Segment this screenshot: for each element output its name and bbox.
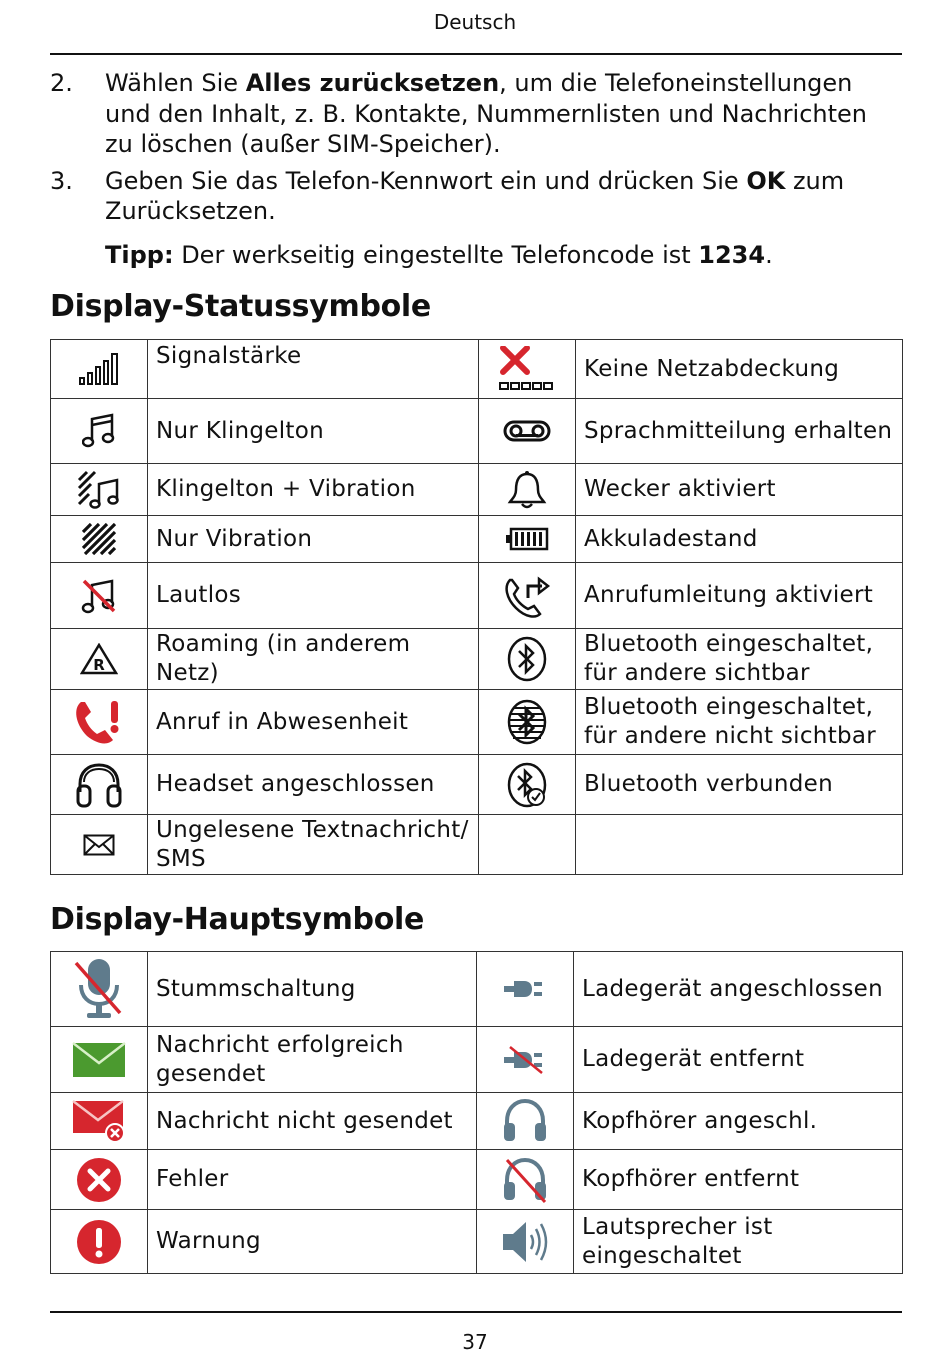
- page-number: 37: [462, 1330, 488, 1354]
- silent-icon: [51, 563, 148, 629]
- table-row: [51, 952, 903, 1027]
- table-row: [51, 629, 903, 690]
- status-label: Keine Netzabdeckung: [576, 340, 903, 399]
- ring-only-icon: [51, 399, 148, 464]
- status-label: Ungelesene Textnachricht/ SMS: [148, 815, 479, 875]
- table-row: [51, 563, 903, 629]
- message-sent-icon: [51, 1027, 148, 1093]
- main-label: Nachricht erfolgreich gesendet: [148, 1027, 477, 1093]
- missed-call-icon: [51, 690, 148, 755]
- table-row: [51, 340, 903, 399]
- status-label: Signalstärke: [148, 340, 479, 399]
- table-row: [51, 755, 903, 815]
- step-2: [50, 68, 902, 160]
- tip-code: 1234: [698, 241, 766, 269]
- main-section-title: Display-Hauptsymbole: [50, 902, 425, 937]
- ring-vibrate-icon: [51, 464, 148, 516]
- status-label: Akkuladestand: [576, 516, 903, 563]
- alarm-bell-icon: [479, 464, 576, 516]
- step-text: [105, 166, 902, 227]
- table-row: [51, 399, 903, 464]
- main-label: Stummschaltung: [148, 952, 477, 1027]
- headphones-removed-icon: [477, 1150, 574, 1210]
- main-label: Ladegerät angeschlossen: [574, 952, 903, 1027]
- bluetooth-visible-icon: [479, 629, 576, 690]
- charger-connected-icon: [477, 952, 574, 1027]
- error-icon: [51, 1150, 148, 1210]
- tip-label: Tipp:: [105, 241, 174, 269]
- status-label: Bluetooth eingeschaltet, für andere nicht sichtbar: [576, 690, 903, 755]
- main-label: Nachricht nicht gesendet: [148, 1093, 477, 1150]
- step-3: [50, 166, 902, 227]
- table-row: [51, 1210, 903, 1274]
- headset-icon: [51, 755, 148, 815]
- call-forward-icon: [479, 563, 576, 629]
- status-label: Klingelton + Vibration: [148, 464, 479, 516]
- step-text-bold: OK: [746, 166, 786, 195]
- step-text-pre: Wählen Sie: [105, 69, 246, 97]
- status-label: Anruf in Abwesenheit: [148, 690, 479, 755]
- main-label: Fehler: [148, 1150, 477, 1210]
- svg-text:R: R: [93, 656, 105, 674]
- speaker-icon: [477, 1210, 574, 1274]
- table-row: [51, 1027, 903, 1093]
- status-label: Lautlos: [148, 563, 479, 629]
- status-label: Roaming (in anderem Netz): [148, 629, 479, 690]
- step-text-bold: Alles zurücksetzen: [245, 69, 500, 97]
- step-number: 3.: [50, 166, 73, 195]
- step-text: [105, 68, 902, 160]
- status-label: Nur Vibration: [148, 516, 479, 563]
- vibrate-only-icon: [51, 516, 148, 563]
- step-text-post: zum Zurücksetzen.: [105, 166, 845, 225]
- mute-icon: [51, 952, 148, 1027]
- envelope-icon: [51, 815, 148, 875]
- step-text-pre: Geben Sie das Telefon-Kennwort ein und drücken Sie: [105, 166, 747, 195]
- no-network-icon: [479, 340, 576, 399]
- status-label: Bluetooth eingeschaltet, für andere sichtbar: [576, 629, 903, 690]
- status-label: Nur Klingelton: [148, 399, 479, 464]
- signal-strength-icon: [51, 340, 148, 399]
- table-row: [51, 815, 903, 875]
- bluetooth-hidden-icon: [479, 690, 576, 755]
- battery-icon: [479, 516, 576, 563]
- table-row: [51, 690, 903, 755]
- tip-line: [105, 241, 773, 269]
- status-label: Bluetooth verbunden: [576, 755, 903, 815]
- empty-icon-cell: [479, 815, 576, 875]
- header-rule: [50, 53, 902, 55]
- bluetooth-connected-icon: [479, 755, 576, 815]
- message-failed-icon: [51, 1093, 148, 1150]
- tip-end: .: [765, 241, 773, 269]
- main-label: Lautsprecher ist eingeschaltet: [574, 1210, 903, 1274]
- status-symbols-table: [50, 339, 903, 875]
- table-row: [51, 516, 903, 563]
- status-label: Wecker aktiviert: [576, 464, 903, 516]
- main-symbols-table: [50, 951, 903, 1274]
- warning-icon: [51, 1210, 148, 1274]
- charger-removed-icon: [477, 1027, 574, 1093]
- status-label: Headset angeschlossen: [148, 755, 479, 815]
- step-text-post: , um die Telefoneinstellungen und den Inhalt, z. B. Kontakte, Nummernlisten und Nachrichten zu löschen (außer SIM-Speicher).: [105, 69, 868, 158]
- main-label: Ladegerät entfernt: [574, 1027, 903, 1093]
- status-label: Sprachmitteilung erhalten: [576, 399, 903, 464]
- status-section-title: Display-Statussymbole: [50, 289, 431, 324]
- instruction-steps: [50, 68, 902, 233]
- table-row: [51, 464, 903, 516]
- footer-rule: [50, 1311, 902, 1313]
- tip-text: Der werkseitig eingestellte Telefoncode ist: [173, 241, 699, 269]
- roaming-icon: [51, 629, 148, 690]
- table-row: [51, 1150, 903, 1210]
- step-number: 2.: [50, 69, 73, 97]
- headphones-connected-icon: [477, 1093, 574, 1150]
- main-label: Kopfhörer angeschl.: [574, 1093, 903, 1150]
- status-label: [576, 815, 903, 875]
- status-label: Anrufumleitung aktiviert: [576, 563, 903, 629]
- table-row: [51, 1093, 903, 1150]
- main-label: Warnung: [148, 1210, 477, 1274]
- voicemail-icon: [479, 399, 576, 464]
- main-label: Kopfhörer entfernt: [574, 1150, 903, 1210]
- page-header: Deutsch: [433, 10, 517, 34]
